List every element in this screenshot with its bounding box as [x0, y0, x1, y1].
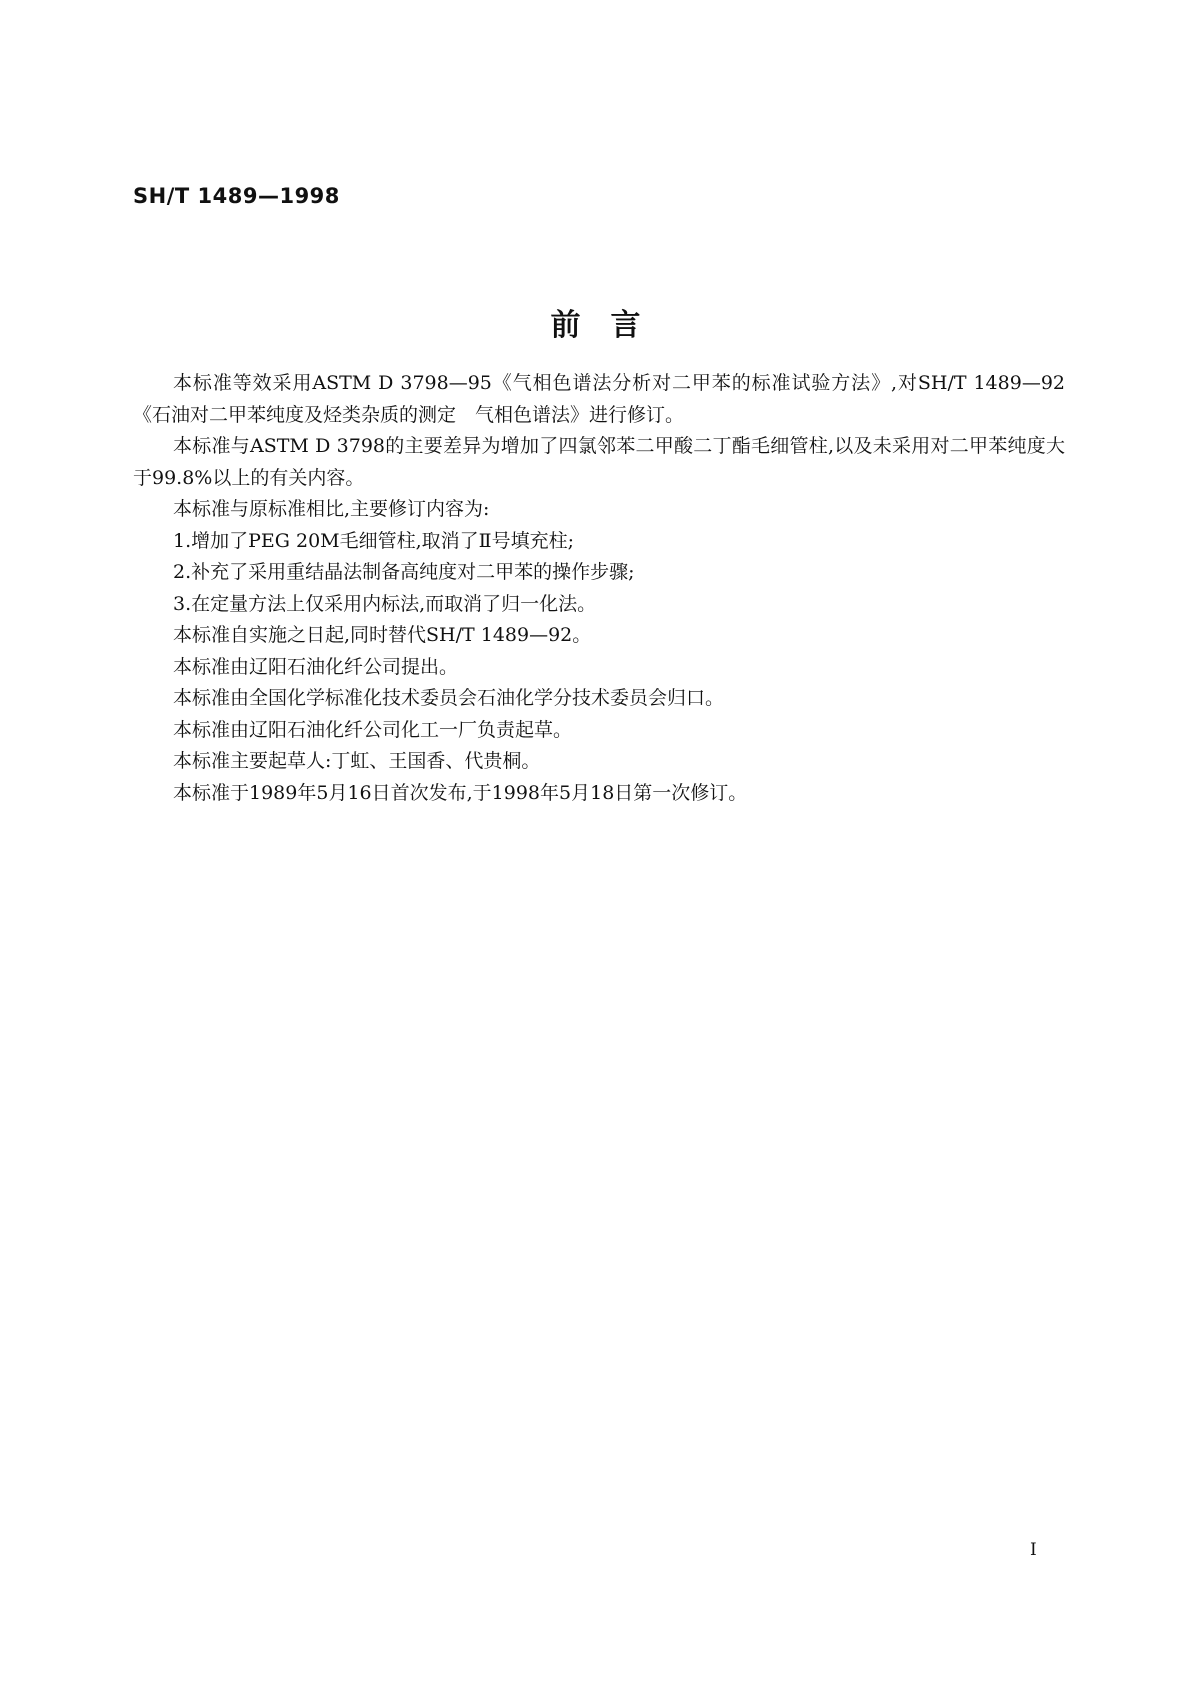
foreword-body	[133, 368, 1065, 809]
paragraph-responsible-committee: 本标准由全国化学标准化技术委员会石油化学分技术委员会归口。	[173, 687, 725, 709]
page-number: I	[1030, 1540, 1037, 1560]
revision-item-3: 3.在定量方法上仅采用内标法,而取消了归一化法。	[173, 592, 597, 615]
revision-item-2: 2.补充了采用重结晶法制备高纯度对二甲苯的操作步骤;	[173, 561, 635, 583]
paragraph-revision-intro: 本标准与原标准相比,主要修订内容为:	[173, 498, 490, 520]
page-title: 前 言	[550, 308, 641, 343]
paragraph-proposer: 本标准由辽阳石油化纤公司提出。	[173, 655, 459, 678]
paragraph-drafters: 本标准主要起草人:丁虹、王国香、代贵桐。	[173, 750, 541, 772]
paragraph-drafting-unit: 本标准由辽阳石油化纤公司化工一厂负责起草。	[173, 718, 573, 741]
revision-item-1: 1.增加了PEG 20M毛细管柱,取消了Ⅱ号填充柱;	[173, 529, 574, 552]
paragraph-publication-history: 本标准于1989年5月16日首次发布,于1998年5月18日第一次修订。	[173, 781, 748, 804]
paragraph-differences: 本标准与ASTM D 3798的主要差异为增加了四氯邻苯二甲酸二丁酯毛细管柱,以及未采用对二甲苯纯度大于99.8%以上的有关内容。	[133, 435, 1065, 489]
paragraph-replacement: 本标准自实施之日起,同时替代SH/T 1489—92。	[173, 624, 592, 646]
paragraph-adoption: 本标准等效采用ASTM D 3798—95《气相色谱法分析对二甲苯的标准试验方法》,对SH/T 1489—92《石油对二甲苯纯度及烃类杂质的测定 气相色谱法》进行修订。	[133, 372, 1065, 426]
standard-number: SH/T 1489—1998	[133, 184, 340, 208]
